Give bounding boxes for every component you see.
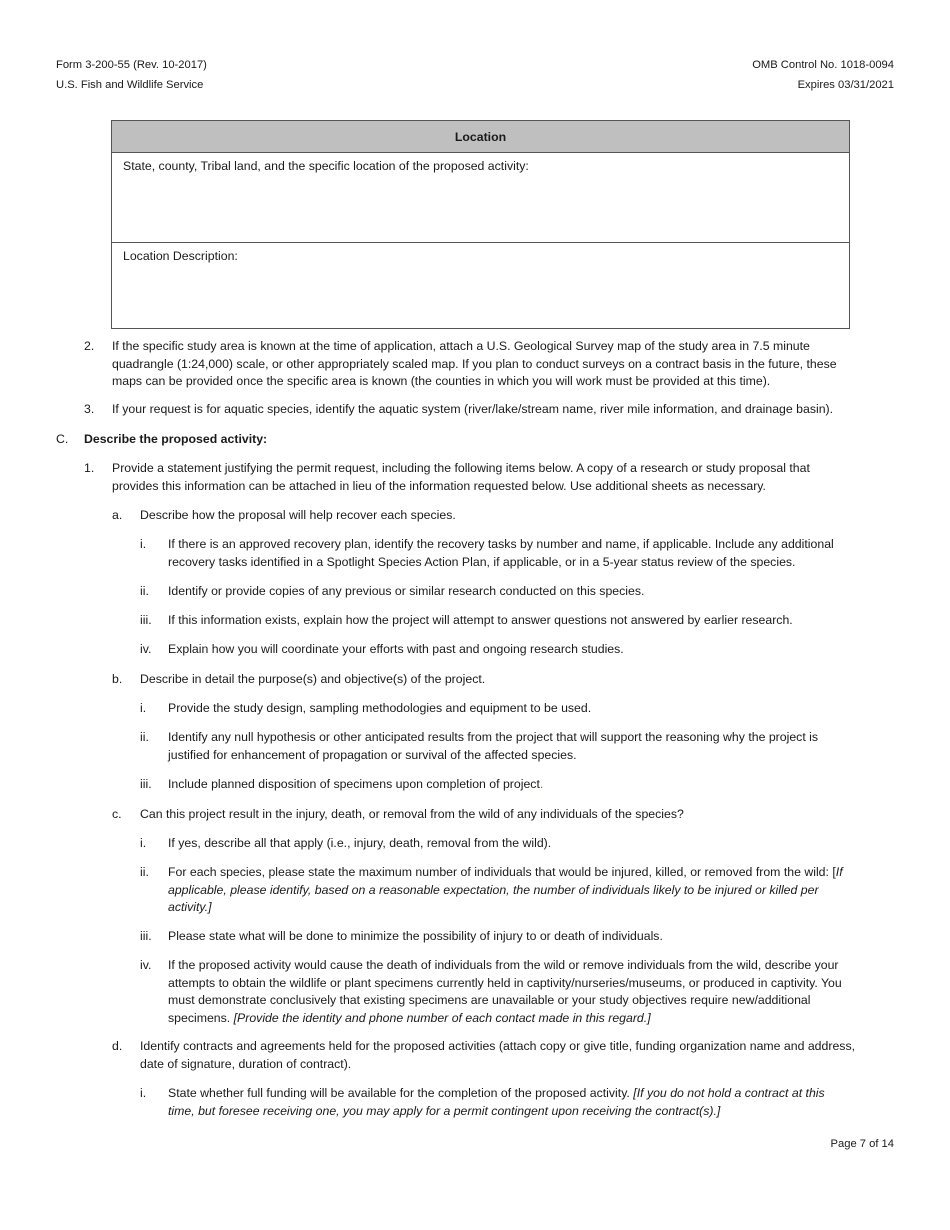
item-text-line: If the proposed activity would cause the death of individuals from the wild or remove individuals from the wild, describe your — [168, 958, 839, 972]
section-letter: C. — [56, 432, 69, 446]
item-text-line: If the specific study area is known at the time of application, attach a U.S. Geological Survey map of the study area in 7.5 minute — [112, 339, 810, 353]
item-text-line: maps can be provided once the specific area is known (the counties in which you will work must be provided at this time). — [112, 374, 771, 388]
item-number: 2. — [84, 339, 95, 353]
item-roman: iii. — [140, 929, 152, 943]
agency-name: U.S. Fish and Wildlife Service — [56, 79, 204, 91]
item-roman: i. — [140, 1086, 147, 1100]
item-text-line: attempts to obtain the wildlife or plant specimens currently held in captivity/nurseries/museums, or produced in captivity. You — [168, 975, 842, 990]
item-text: Describe how the proposal will help recover each species. — [140, 508, 456, 522]
item-text-period: . — [539, 777, 544, 791]
item-roman: ii. — [140, 730, 149, 744]
location-description-field[interactable] — [112, 242, 849, 328]
location-specific-label: State, county, Tribal land, and the specific location of the proposed activity: — [123, 159, 529, 173]
item-roman: ii. — [140, 865, 149, 879]
item-roman: iv. — [140, 958, 152, 972]
item-text-line: State whether full funding will be available for the completion of the proposed activity. — [168, 1086, 634, 1100]
item-text: If this information exists, explain how the project will attempt to answer questions not answered by earlier research. — [168, 613, 793, 627]
item-text: Please state what will be done to minimize the possibility of injury to or death of individuals. — [168, 929, 663, 943]
expiration-date: Expires 03/31/2021 — [797, 79, 894, 91]
item-text-line: date of signature, duration of contract). — [140, 1056, 352, 1071]
item-roman: i. — [140, 836, 147, 850]
item-text: Describe in detail the purpose(s) and objective(s) of the project. — [140, 672, 486, 686]
item-text: If your request is for aquatic species, identify the aquatic system (river/lake/stream name, river mile information, and drainage basin). — [112, 402, 834, 416]
item-text-line: If there is an approved recovery plan, identify the recovery tasks by number and name, if applicable. Include any additional — [168, 537, 834, 551]
item-text-line: Identify contracts and agreements held for the proposed activities (attach copy or give title, funding organization name and address, — [140, 1039, 856, 1053]
location-description-label: Location Description: — [123, 249, 238, 263]
item-letter: b. — [112, 672, 123, 686]
item-text-italic: [If you do not hold a contract at this — [633, 1086, 825, 1100]
item-roman: i. — [140, 537, 147, 551]
omb-control: OMB Control No. 1018-0094 — [752, 59, 894, 71]
location-table — [111, 120, 850, 329]
item-text-line: time, but foresee receiving one, you may apply for a permit contingent upon receiving the contract(s).] — [168, 1103, 721, 1118]
item-text-line: recovery tasks identified in a Spotlight Species Action Plan, if applicable, or in a 5-year status review of the species. — [168, 554, 796, 569]
item-text-line: applicable, please identify, based on a reasonable expectation, the number of individuals likely to be injured or killed per — [168, 882, 819, 897]
item-text-line: For each species, please state the maximum number of individuals that would be injured, killed, or removed from the wild: [ — [168, 865, 836, 879]
item-roman: iii. — [140, 777, 152, 791]
item-roman: iv. — [140, 642, 152, 656]
item-text-line: provides this information can be attached in lieu of the information requested below. Use additional sheets as necessary. — [112, 478, 766, 493]
page-number: Page 7 of 14 — [830, 1138, 894, 1150]
item-number: 1. — [84, 461, 95, 475]
form-number: Form 3-200-55 (Rev. 10-2017) — [56, 59, 207, 71]
item-roman: iii. — [140, 613, 152, 627]
item-text: Can this project result in the injury, death, or removal from the wild of any individuals of the species? — [140, 807, 684, 821]
location-table-title: Location — [112, 121, 849, 153]
item-text: Include planned disposition of specimens upon completion of project — [168, 777, 540, 791]
item-text-italic: If — [835, 865, 843, 879]
item-text: Explain how you will coordinate your efforts with past and ongoing research studies. — [168, 642, 624, 656]
item-text: If yes, describe all that apply (i.e., injury, death, removal from the wild). — [168, 836, 552, 850]
item-letter: d. — [112, 1039, 123, 1053]
item-text: Identify or provide copies of any previous or similar research conducted on this species. — [168, 584, 645, 598]
item-text-line: Identify any null hypothesis or other anticipated results from the project that will support the reasoning why the project is — [168, 730, 819, 744]
item-text-line: specimens. — [168, 1010, 234, 1025]
section-title: Describe the proposed activity: — [84, 432, 268, 446]
item-letter: a. — [112, 508, 123, 522]
item-text-line: justified for enhancement of propagation or survival of the affected species. — [168, 747, 577, 762]
item-text-line: quadrangle (1:24,000) scale, or other appropriately scaled map. If you plan to conduct surveys on a contract basis in the future, these — [112, 356, 837, 371]
location-specific-field[interactable] — [112, 153, 849, 242]
item-roman: i. — [140, 701, 147, 715]
item-text: Provide the study design, sampling methodologies and equipment to be used. — [168, 701, 592, 715]
item-text-line: activity.] — [168, 900, 212, 914]
item-text-italic: [Provide the identity and phone number of each contact made in this regard.] — [233, 1010, 651, 1025]
item-letter: c. — [112, 807, 122, 821]
item-roman: ii. — [140, 584, 149, 598]
item-text-line: must demonstrate conclusively that existing specimens are unavailable or your study objectives require new/additional — [168, 993, 811, 1007]
item-text-line: Provide a statement justifying the permit request, including the following items below. A copy of a research or study proposal that — [112, 461, 810, 475]
item-number: 3. — [84, 402, 95, 416]
